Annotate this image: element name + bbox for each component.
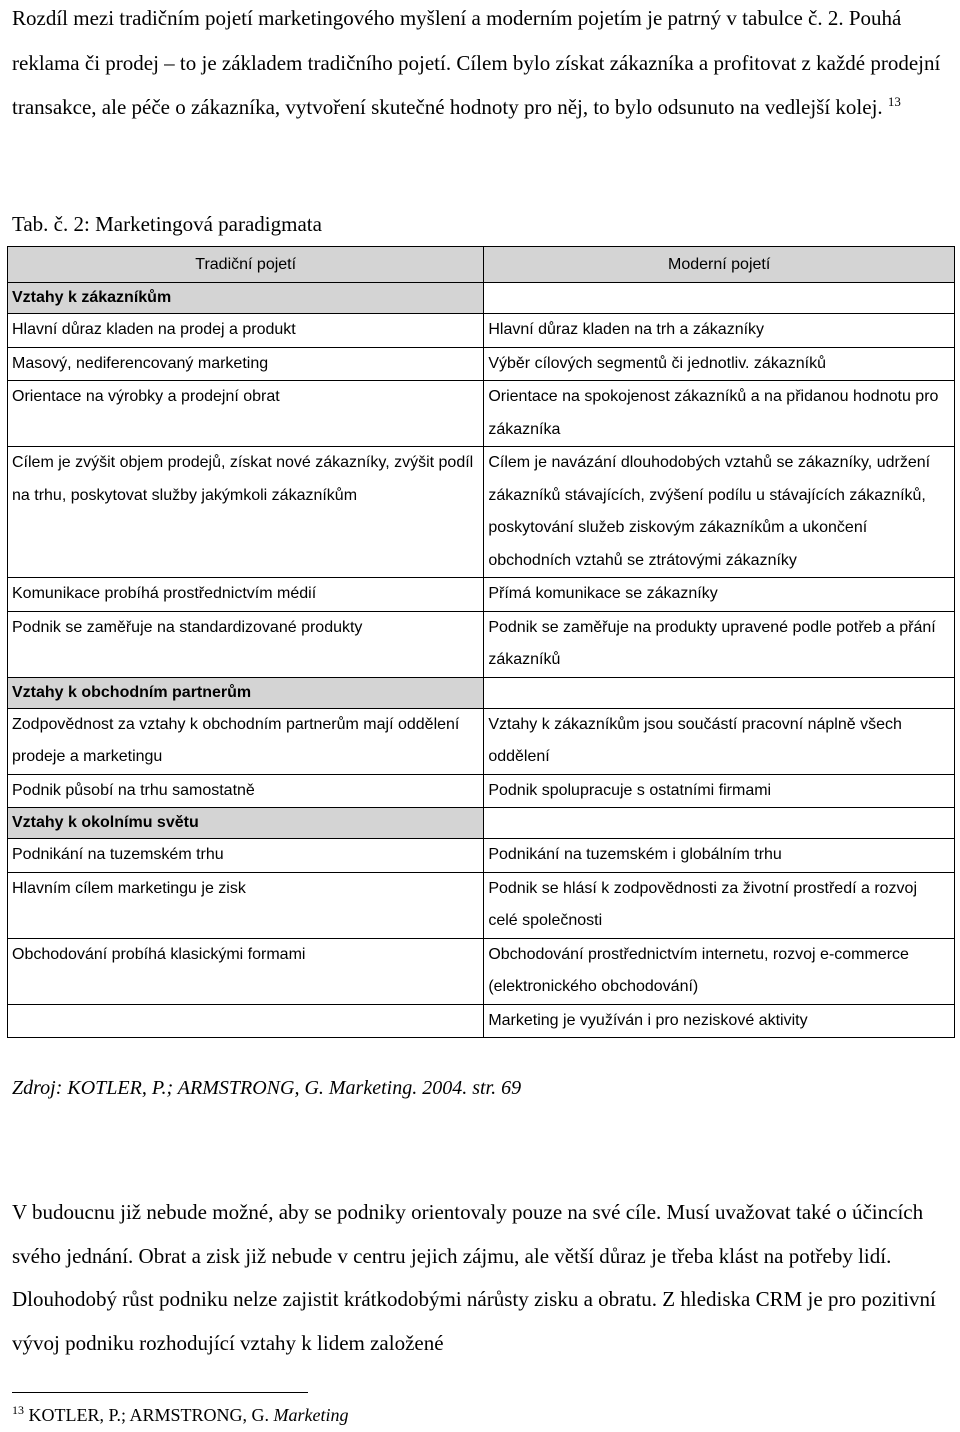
table-source: Zdroj: KOTLER, P.; ARMSTRONG, G. Marketing. 2004. str. 69	[12, 1077, 522, 1099]
traditional-cell	[8, 1004, 484, 1038]
table-caption: Tab. č. 2: Marketingová paradigmata	[12, 212, 322, 236]
modern-cell: Orientace na spokojenost zákazníků a na přidanou hodnotu pro zákazníka	[484, 381, 955, 447]
table-row	[8, 611, 955, 677]
footnote-reference: 13	[887, 94, 901, 109]
section-row	[8, 677, 955, 708]
modern-cell: Cílem je navázání dlouhodobých vztahů se zákazníky, udržení zákazníků stávajících, zvýšení podílu u stávajících zákazníků, poskytování služeb ziskovým zákazníkům a ukončení obchodních vztahů se ztrátovými zákazníky	[484, 447, 955, 578]
table-row	[8, 774, 955, 808]
body-paragraph: V budoucnu již nebude možné, aby se podniky orientovaly pouze na své cíle. Musí uvažovat také o účincích svého jednání. Obrat a zisk již nebude v centru jejich zájmu, ale větší důraz je třeba klást na potřeby lidí. Dlouhodobý růst podniku nelze zajistit krátkodobými nárůsty zisku a obratu. Z hlediska CRM je pro pozitivní vývoj podniku rozhodující vztahy k lidem založené	[12, 1200, 936, 1355]
table-row	[8, 708, 955, 774]
traditional-cell: Podnikání na tuzemském trhu	[8, 839, 484, 873]
modern-cell: Hlavní důraz kladen na trh a zákazníky	[484, 314, 955, 348]
section-row	[8, 808, 955, 839]
footnote	[12, 1402, 349, 1428]
traditional-cell: Podnik se zaměřuje na standardizované produkty	[8, 611, 484, 677]
modern-cell: Výběr cílových segmentů či jednotliv. zákazníků	[484, 347, 955, 381]
section-row	[8, 283, 955, 314]
header-traditional: Tradiční pojetí	[8, 247, 484, 283]
footnote-divider	[12, 1392, 308, 1393]
traditional-cell: Masový, nediferencovaný marketing	[8, 347, 484, 381]
section-title: Vztahy k obchodním partnerům	[8, 677, 484, 708]
intro-text: Rozdíl mezi tradičním pojetí marketingového myšlení a moderním pojetím je patrný v tabulce č. 2. Pouhá reklama či prodej – to je základem tradičního pojetí. Cílem bylo získat zákazníka a profitovat z každé prodejní transakce, ale péče o zákazníka, vytvoření skutečné hodnoty pro něj, to bylo odsunuto na vedlejší kolej.	[12, 6, 941, 119]
modern-cell: Podnik se zaměřuje na produkty upravené podle potřeb a přání zákazníků	[484, 611, 955, 677]
table-row	[8, 938, 955, 1004]
traditional-cell: Podnik působí na trhu samostatně	[8, 774, 484, 808]
traditional-cell: Hlavním cílem marketingu je zisk	[8, 872, 484, 938]
modern-cell: Přímá komunikace se zákazníky	[484, 578, 955, 612]
modern-cell: Podnik se hlásí k zodpovědnosti za životní prostředí a rozvoj celé společnosti	[484, 872, 955, 938]
modern-cell: Podnik spolupracuje s ostatními firmami	[484, 774, 955, 808]
section-title: Vztahy k okolnímu světu	[8, 808, 484, 839]
traditional-cell: Orientace na výrobky a prodejní obrat	[8, 381, 484, 447]
table-row	[8, 872, 955, 938]
table-row	[8, 347, 955, 381]
table-row	[8, 447, 955, 578]
section-blank-cell	[484, 283, 955, 314]
traditional-cell: Obchodování probíhá klasickými formami	[8, 938, 484, 1004]
intro-paragraph	[12, 0, 947, 130]
section-blank-cell	[484, 677, 955, 708]
modern-cell: Podnikání na tuzemském i globálním trhu	[484, 839, 955, 873]
table-row	[8, 314, 955, 348]
traditional-cell: Hlavní důraz kladen na prodej a produkt	[8, 314, 484, 348]
traditional-cell: Zodpovědnost za vztahy k obchodním partnerům mají oddělení prodeje a marketingu	[8, 708, 484, 774]
traditional-cell: Komunikace probíhá prostřednictvím médií	[8, 578, 484, 612]
header-modern: Moderní pojetí	[484, 247, 955, 283]
table-row	[8, 578, 955, 612]
table-header-row	[8, 247, 955, 283]
traditional-cell: Cílem je zvýšit objem prodejů, získat nové zákazníky, zvýšit podíl na trhu, poskytovat služby jakýmkoli zákazníkům	[8, 447, 484, 578]
section-title: Vztahy k zákazníkům	[8, 283, 484, 314]
table-row	[8, 381, 955, 447]
modern-cell: Vztahy k zákazníkům jsou součástí pracovní náplně všech oddělení	[484, 708, 955, 774]
modern-cell: Marketing je využíván i pro neziskové aktivity	[484, 1004, 955, 1038]
modern-cell: Obchodování prostřednictvím internetu, rozvoj e-commerce (elektronického obchodování)	[484, 938, 955, 1004]
paradigm-table	[7, 246, 955, 1038]
table-row	[8, 839, 955, 873]
table-row	[8, 1004, 955, 1038]
section-blank-cell	[484, 808, 955, 839]
footnote-number: 13	[12, 1403, 24, 1417]
footnote-text: KOTLER, P.; ARMSTRONG, G.	[28, 1405, 274, 1425]
footnote-title: Marketing	[273, 1405, 349, 1425]
